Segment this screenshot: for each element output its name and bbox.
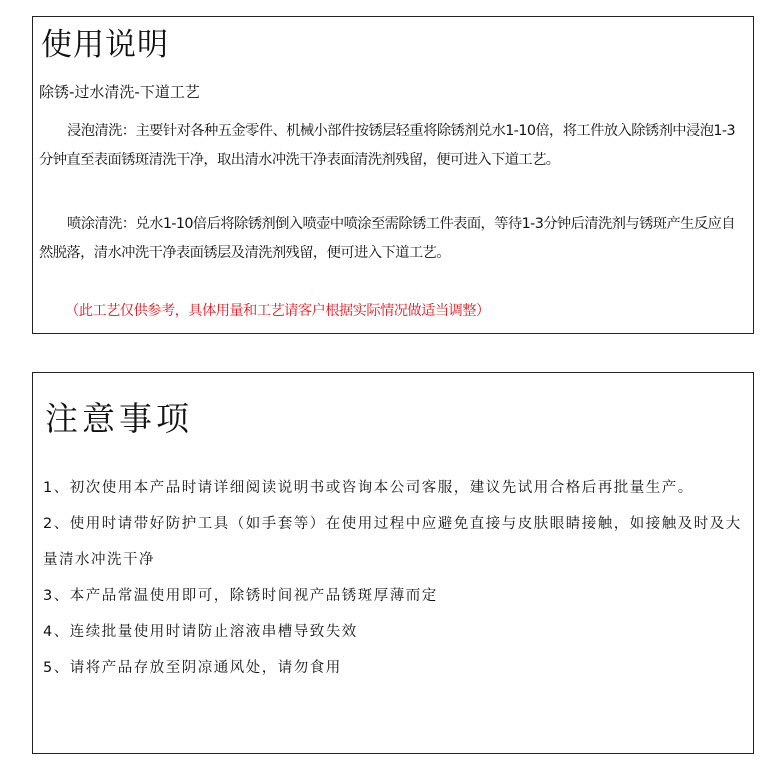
reference-note: （此工艺仅供参考，具体用量和工艺请客户根据实际情况做适当调整） — [65, 303, 490, 319]
usage-instructions-panel — [32, 16, 754, 334]
precautions-title: 注意事项 — [45, 399, 193, 438]
soak-cleaning-lead: 浸泡清洗： — [67, 123, 136, 139]
precaution-item: 3、本产品常温使用即可，除锈时间视产品锈斑厚薄而定 — [43, 588, 438, 604]
precaution-item: 1、初次使用本产品时请详细阅读说明书或咨询本公司客服，建议先试用合格后再批量生产。 — [43, 480, 694, 496]
usage-instructions-title: 使用说明 — [41, 27, 169, 63]
precaution-item: 2、使用时请带好防护工具（如手套等）在使用过程中应避免直接与皮肤眼睛接触，如接触及时及大量清水冲洗干净 — [43, 516, 742, 568]
spray-cleaning-text: 兑水1-10倍后将除锈剂倒入喷壶中喷涂至需除锈工件表面，等待1-3分钟后清洗剂与锈斑产生反应自然脱落，清水冲洗干净表面锈层及清洗剂残留，便可进入下道工艺。 — [39, 216, 735, 261]
process-subtitle: 除锈-过水清洗-下道工艺 — [39, 83, 200, 101]
precaution-item: 4、连续批量使用时请防止溶液串槽导致失效 — [43, 624, 358, 640]
precaution-item: 5、请将产品存放至阴凉通风处，请勿食用 — [43, 660, 342, 676]
precautions-panel — [32, 372, 754, 754]
soak-cleaning-paragraph — [39, 117, 747, 175]
soak-cleaning-text: 主要针对各种五金零件、机械小部件按锈层轻重将除锈剂兑水1-10倍，将工件放入除锈剂中浸泡1-3分钟直至表面锈斑清洗干净，取出清水冲洗干净表面清洗剂残留，便可进入下道工艺。 — [39, 123, 735, 168]
spray-cleaning-lead: 喷涂清洗： — [67, 216, 136, 232]
spray-cleaning-paragraph — [39, 210, 747, 268]
precautions-list — [43, 470, 743, 686]
